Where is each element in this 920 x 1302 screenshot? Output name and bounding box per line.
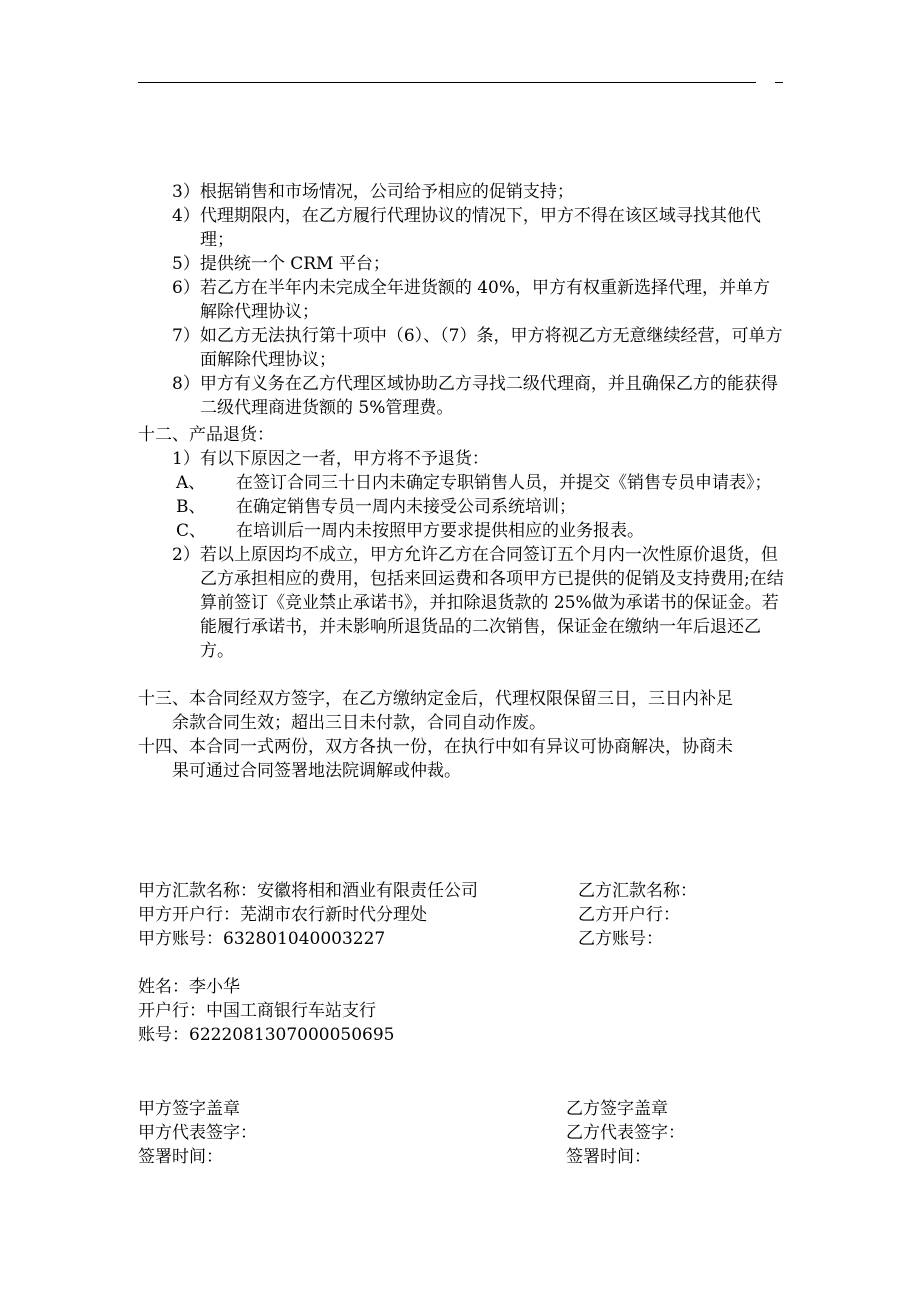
list-item: 8）甲方有义务在乙方代理区域协助乙方寻找二级代理商，并且确保乙方的能获得二级代理商进货额的 5%管理费。 — [172, 374, 778, 418]
section-11-list — [172, 180, 784, 420]
sub-item-label: C、 — [176, 521, 207, 541]
sub-item-text: 在培训后一周内未按照甲方要求提供相应的业务报表。 — [236, 521, 644, 541]
header-dash — [775, 82, 783, 83]
sub-item-c — [176, 519, 784, 543]
sub-item-b — [176, 495, 784, 519]
list-item: 1）有以下原因之一者，甲方将不予退货： — [172, 449, 489, 469]
party-a-rep-sign: 甲方代表签字： — [138, 1123, 257, 1143]
section-13-line2: 余款合同生效；超出三日未付款，合同自动作废。 — [172, 713, 546, 733]
party-a-remit-name: 甲方汇款名称：安徽将相和酒业有限责任公司 — [138, 881, 478, 901]
personal-bank: 开户行：中国工商银行车站支行 — [138, 1001, 376, 1021]
party-b-account: 乙方账号： — [578, 929, 663, 949]
list-item: 3）根据销售和市场情况，公司给予相应的促销支持； — [172, 182, 574, 202]
section-14-line2: 果可通过合同签署地法院调解或仲裁。 — [172, 761, 461, 781]
section-14-line1: 十四、本合同一式两份，双方各执一份，在执行中如有异议可协商解决，协商未 — [138, 737, 733, 757]
sub-item-label: B、 — [176, 497, 206, 517]
sub-item-text: 在签订合同三十日内未确定专职销售人员，并提交《销售专员申请表》； — [236, 473, 772, 493]
party-a-account: 甲方账号：632801040003227 — [138, 929, 386, 949]
personal-account: 账号：6222081307000050695 — [138, 1025, 395, 1045]
party-b-remit-name: 乙方汇款名称： — [578, 881, 697, 901]
list-item: 4）代理期限内，在乙方履行代理协议的情况下，甲方不得在该区域寻找其他代理； — [172, 206, 761, 250]
section-12-body — [172, 447, 784, 663]
list-item: 2）若以上原因均不成立，甲方允许乙方在合同签订五个月内一次性原价退货，但乙方承担相应的费用，包括来回运费和各项甲方已提供的促销及支持费用;在结算前签订《竞业禁止承诺书》，并扣除退货款的 25%做为承诺书的保证金。若能履行承诺书，并未影响所退货品的二次销售，保证金在缴纳一年后退还乙方。 — [172, 545, 784, 661]
party-b-rep-sign: 乙方代表签字： — [566, 1123, 685, 1143]
party-a-sign-date: 签署时间： — [138, 1147, 223, 1167]
section-12-title: 十二、产品退货： — [138, 425, 274, 445]
party-a-seal: 甲方签字盖章 — [138, 1099, 240, 1119]
party-b-seal: 乙方签字盖章 — [566, 1099, 668, 1119]
party-b-sign-date: 签署时间： — [566, 1147, 651, 1167]
list-item: 5）提供统一个 CRM 平台； — [172, 254, 390, 274]
personal-name: 姓名：李小华 — [138, 977, 240, 997]
header-rule — [138, 82, 756, 83]
list-item: 6）若乙方在半年内未完成全年进货额的 40%，甲方有权重新选择代理，并单方解除代理协议； — [172, 278, 771, 322]
party-a-bank: 甲方开户行：芜湖市农行新时代分理处 — [138, 905, 427, 925]
sub-item-a — [176, 471, 784, 495]
sub-item-text: 在确定销售专员一周内未接受公司系统培训； — [236, 497, 576, 517]
list-item: 7）如乙方无法执行第十项中（6）、（7）条，甲方将视乙方无意继续经营，可单方面解除代理协议； — [172, 326, 783, 370]
party-b-bank: 乙方开户行： — [578, 905, 680, 925]
section-13-line1: 十三、本合同经双方签字，在乙方缴纳定金后，代理权限保留三日，三日内补足 — [138, 689, 733, 709]
sub-item-label: A、 — [176, 473, 206, 493]
